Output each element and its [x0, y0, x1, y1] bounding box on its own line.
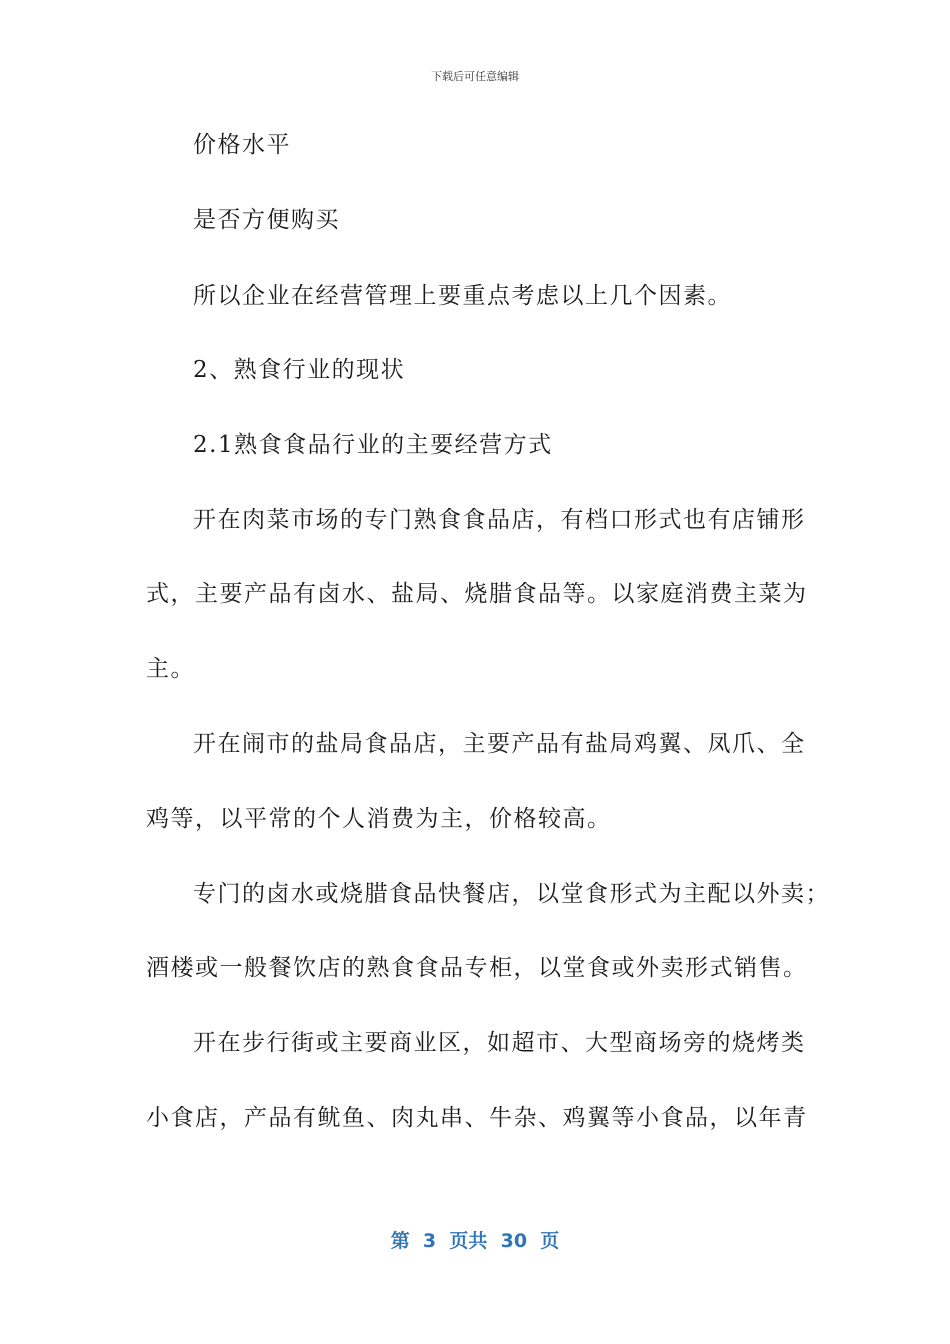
body-line: 所以企业在经营管理上要重点考虑以上几个因素。	[193, 283, 732, 309]
body-line: 开在步行街或主要商业区，如超市、大型商场旁的烧烤类	[193, 1030, 806, 1056]
body-line: 主。	[146, 656, 195, 682]
body-line: 专门的卤水或烧腊食品快餐店，以堂食形式为主配以外卖；	[193, 881, 830, 907]
body-line: 式，主要产品有卤水、盐局、烧腊食品等。以家庭消费主菜为	[146, 581, 808, 607]
body-line: 小食店，产品有鱿鱼、肉丸串、牛杂、鸡翼等小食品，以年青	[146, 1105, 808, 1131]
subsection-heading: 2.1熟食食品行业的主要经营方式	[193, 432, 553, 458]
body-line: 价格水平	[193, 132, 291, 158]
section-heading: 2、熟食行业的现状	[193, 357, 406, 383]
body-line: 开在肉菜市场的专门熟食食品店，有档口形式也有店铺形	[193, 507, 806, 533]
page-footer	[0, 1226, 950, 1253]
body-line: 鸡等，以平常的个人消费为主，价格较高。	[146, 806, 612, 832]
page-number-label: 第 3 页共 30 页	[390, 1230, 560, 1252]
header-note: 下载后可任意编辑	[431, 70, 519, 83]
body-line: 开在闹市的盐局食品店，主要产品有盐局鸡翼、凤爪、全	[193, 731, 806, 757]
body-line: 是否方便购买	[193, 207, 340, 233]
body-line: 酒楼或一般餐饮店的熟食食品专柜，以堂食或外卖形式销售。	[146, 955, 808, 981]
